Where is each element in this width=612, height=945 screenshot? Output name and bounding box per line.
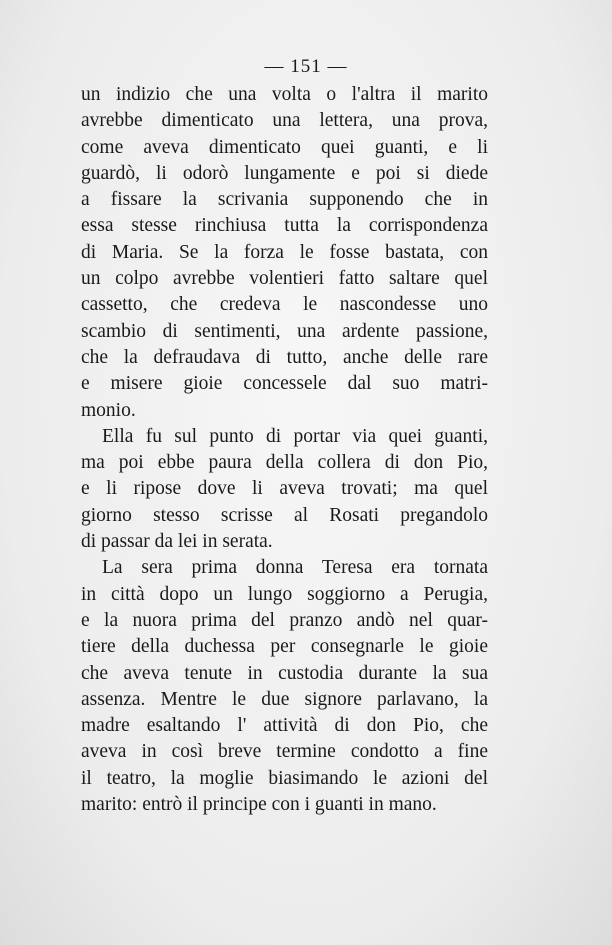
text-line: madre esaltando l' attività di don Pio, che — [81, 715, 488, 737]
paragraph — [81, 424, 488, 555]
text-line: il teatro, la moglie biasimando le azioni del — [81, 767, 488, 789]
text-line: scambio di sentimenti, una ardente passione, — [81, 320, 488, 342]
text-line: di Maria. Se la forza le fosse bastata, con — [81, 241, 488, 263]
text-line: e la nuora prima del pranzo andò nel quar- — [81, 609, 488, 631]
text-line: essa stesse rinchiusa tutta la corrispondenza — [81, 215, 488, 237]
paragraph — [81, 555, 488, 818]
text-line: assenza. Mentre le due signore parlavano, la — [81, 688, 488, 710]
text-line: marito: entrò il principe con i guanti in mano. — [81, 794, 437, 816]
text-line: ma poi ebbe paura della collera di don Pio, — [81, 452, 488, 474]
paragraph — [81, 82, 488, 424]
text-line: in città dopo un lungo soggiorno a Perugia, — [81, 583, 488, 605]
text-line: di passar da lei in serata. — [81, 531, 273, 553]
text-line: a fissare la scrivania supponendo che in — [81, 189, 488, 211]
body-text — [81, 82, 488, 818]
text-line: e misere gioie concessele dal suo matri- — [81, 373, 488, 395]
text-line: La sera prima donna Teresa era tornata — [102, 557, 488, 579]
text-line: cassetto, che credeva le nascondesse uno — [81, 294, 488, 316]
text-line: aveva in così breve termine condotto a fine — [81, 741, 488, 763]
text-line: e li ripose dove li aveva trovati; ma quel — [81, 478, 488, 500]
text-line: monio. — [81, 399, 136, 421]
text-line: Ella fu sul punto di portar via quei guanti, — [102, 425, 488, 447]
text-line: che la defraudava di tutto, anche delle rare — [81, 346, 488, 368]
text-line: un indizio che una volta o l'altra il marito — [81, 84, 488, 105]
text-line: guardò, li odorò lungamente e poi si diede — [81, 162, 488, 184]
text-line: come aveva dimenticato quei guanti, e li — [81, 136, 488, 158]
text-line: avrebbe dimenticato una lettera, una prova, — [81, 110, 488, 132]
page-number: — 151 — — [264, 56, 348, 77]
text-line: giorno stesso scrisse al Rosati pregandolo — [81, 504, 488, 526]
text-line: tiere della duchessa per consegnarle le gioie — [81, 636, 488, 658]
text-line: che aveva tenute in custodia durante la sua — [81, 662, 488, 684]
text-line: un colpo avrebbe volentieri fatto saltare quel — [81, 268, 488, 290]
